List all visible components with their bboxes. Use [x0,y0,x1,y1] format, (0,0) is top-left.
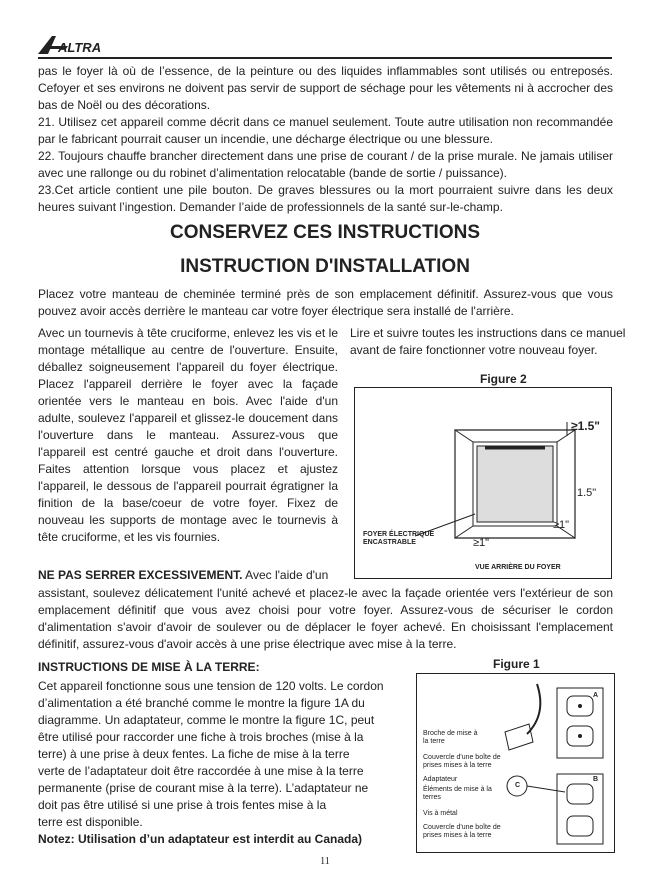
dim-right: ≥1" [553,519,570,531]
install-steps-column [38,325,338,546]
fig1-label-a: A [593,692,599,699]
grounding-note: Notez: Utilisation d’un adaptateur est interdit au Canada) [38,832,363,846]
fig1-label-b: B [593,776,599,783]
read-instructions-column [350,325,630,359]
figure1-title: Figure 1 [493,657,540,671]
fig1-elements-label: Éléments de mise à la terres [423,786,492,801]
ground-line: terre) à une prise à deux fentes. La fiche de mise à la terre [38,747,350,761]
fig1-label-c: C [515,782,521,789]
ground-line: doit pas être utilisé si une prise à trois fentes mise à la [38,798,327,812]
fig1-couvercle2-label: Couvercle d'une boîte de prises mises à la terre [423,824,501,839]
page-number: 11 [320,856,330,867]
install-intro-text: Placez votre manteau de cheminée terminé près de son emplacement définitif. Assurez-vous que vous pouvez avoir accès derrière le manteau car votre foyer électrique sera installé de l'arrière. [38,287,613,318]
figure1-diagram [416,673,615,853]
warning-bold: NE PAS SERRER EXCESSIVEMENT. [38,568,243,582]
ground-line: d’alimentation a été branché comme le montre la figure 1A du [38,696,365,710]
figure2-caption: VUE ARRIÈRE DU FOYER [475,564,561,571]
heading-installation: INSTRUCTION D'INSTALLATION [180,256,470,277]
altra-logo [38,34,118,56]
install-steps-text: Avec un tournevis à tête cruciforme, enlevez les vis et le montage métallique au centre de l'ouverture. Ensuite, déballez soigneusement l'appareil du foyer électrique. Placez l'appareil derrière le foyer avec la façade orientée vers le manteau en bois. Avec l'aide d'un adulte, soulevez l'appareil et glissez-le doucement dans l'ouverture dans le manteau. Assurez-vous que l'appareil est centré gauche et droit dans l'ouverture. Faites attention lorsque vous placez et ajustez l'appareil, le dessous de l'appareil pourrait égratigner la finition de la base/coeur de votre foyer. Fixez de nouveau les supports de montage avec le tournevis à tête cruciforme, et les vis fournies. [38,326,338,544]
ground-line: terre est disponible. [38,815,143,829]
grounding-text [38,678,400,848]
dim-side: 1.5" [577,487,597,499]
intro-paragraphs [38,63,613,216]
dim-top: ≥1.5" [571,419,600,433]
paragraph-23: 23.Cet article contient une pile bouton. De graves blessures ou la mort pourraient suivre dans les deux heures suivant l’ingestion. Demander l’aide de professionnels de la santé sur-le-champ. [38,183,613,214]
warning-rest: assistant, soulevez délicatement l'unité achevé et placez-le avec la façade orientée vers l'extérieur de son emplacement définitif que vous avez choisi pour votre foyer. Assurez-vous de sécuriser le cordon d'alimentation s'avoir d'avoir de soulever ou de déplacer le foyer achevé. En choisissant l'emplacement définitif, assurez-vous d'avoir accès à une prise électrique avec mise à la terre. [38,586,613,651]
paragraph-20-cont: pas le foyer là où de l’essence, de la peinture ou des liquides inflammables sont utilisés ou entreposés. Cefoyer et ses environs ne doivent pas servir de support de séchage pour les vêtements ni à accrocher des bas de Noël ou des décorations. [38,64,613,112]
figure2-insert-label: FOYER ÉLECTRIQUE ENCASTRABLE [363,531,435,546]
logo-text: ALTRA [58,40,102,55]
ground-line: permanente (prise de courant mise à la terre). L’adaptateur ne [38,781,369,795]
fig1-adaptateur-label: Adaptateur [423,776,458,783]
warning-paragraph [38,585,613,653]
ground-line: verte de l’adaptateur doit être raccordée à une mise à la terre [38,764,364,778]
read-instructions-text: Lire et suivre toutes les instructions dans ce manuel avant de faire fonctionner votre nouveau foyer. [350,326,626,357]
heading-keep-instructions: CONSERVEZ CES INSTRUCTIONS [169,222,481,243]
paragraph-22: 22. Toujours chauffe brancher directement dans une prise de courant / de la prise murale. Ne jamais utiliser avec une rallonge ou du robinet d’alimentation relocatable (bande de sortie / puissance). [38,149,613,180]
grounding-heading: INSTRUCTIONS DE MISE À LA TERRE: [38,660,260,674]
figure2-diagram [354,387,612,579]
fig1-vis-label: Vis à métal [423,810,458,817]
warning-first: Avec l'aide d'un [245,568,329,582]
warning-line [38,567,338,584]
ground-line: être utilisé pour raccorder une fiche à trois broches (mise à la [38,730,364,744]
paragraph-21: 21. Utilisez cet appareil comme décrit dans ce manuel seulement. Toute autre utilisation non recommandée par le fabricant pourrait causer un incendie, une décharge électrique ou une blessure. [38,115,613,146]
header-rule [38,57,612,59]
fig1-couvercle1-label: Couvercle d'une boîte de prises mises à la terre [423,754,501,769]
dim-bottom: ≥1" [473,537,490,549]
install-intro [38,286,613,320]
ground-line: Cet appareil fonctionne sous une tension de 120 volts. Le cordon [38,679,384,693]
ground-line: diagramme. Un adaptateur, comme le montre la figure 1C, peut [38,713,375,727]
figure2-title: Figure 2 [480,372,527,386]
fig1-broche-label: Broche de mise à la terre [423,730,478,745]
